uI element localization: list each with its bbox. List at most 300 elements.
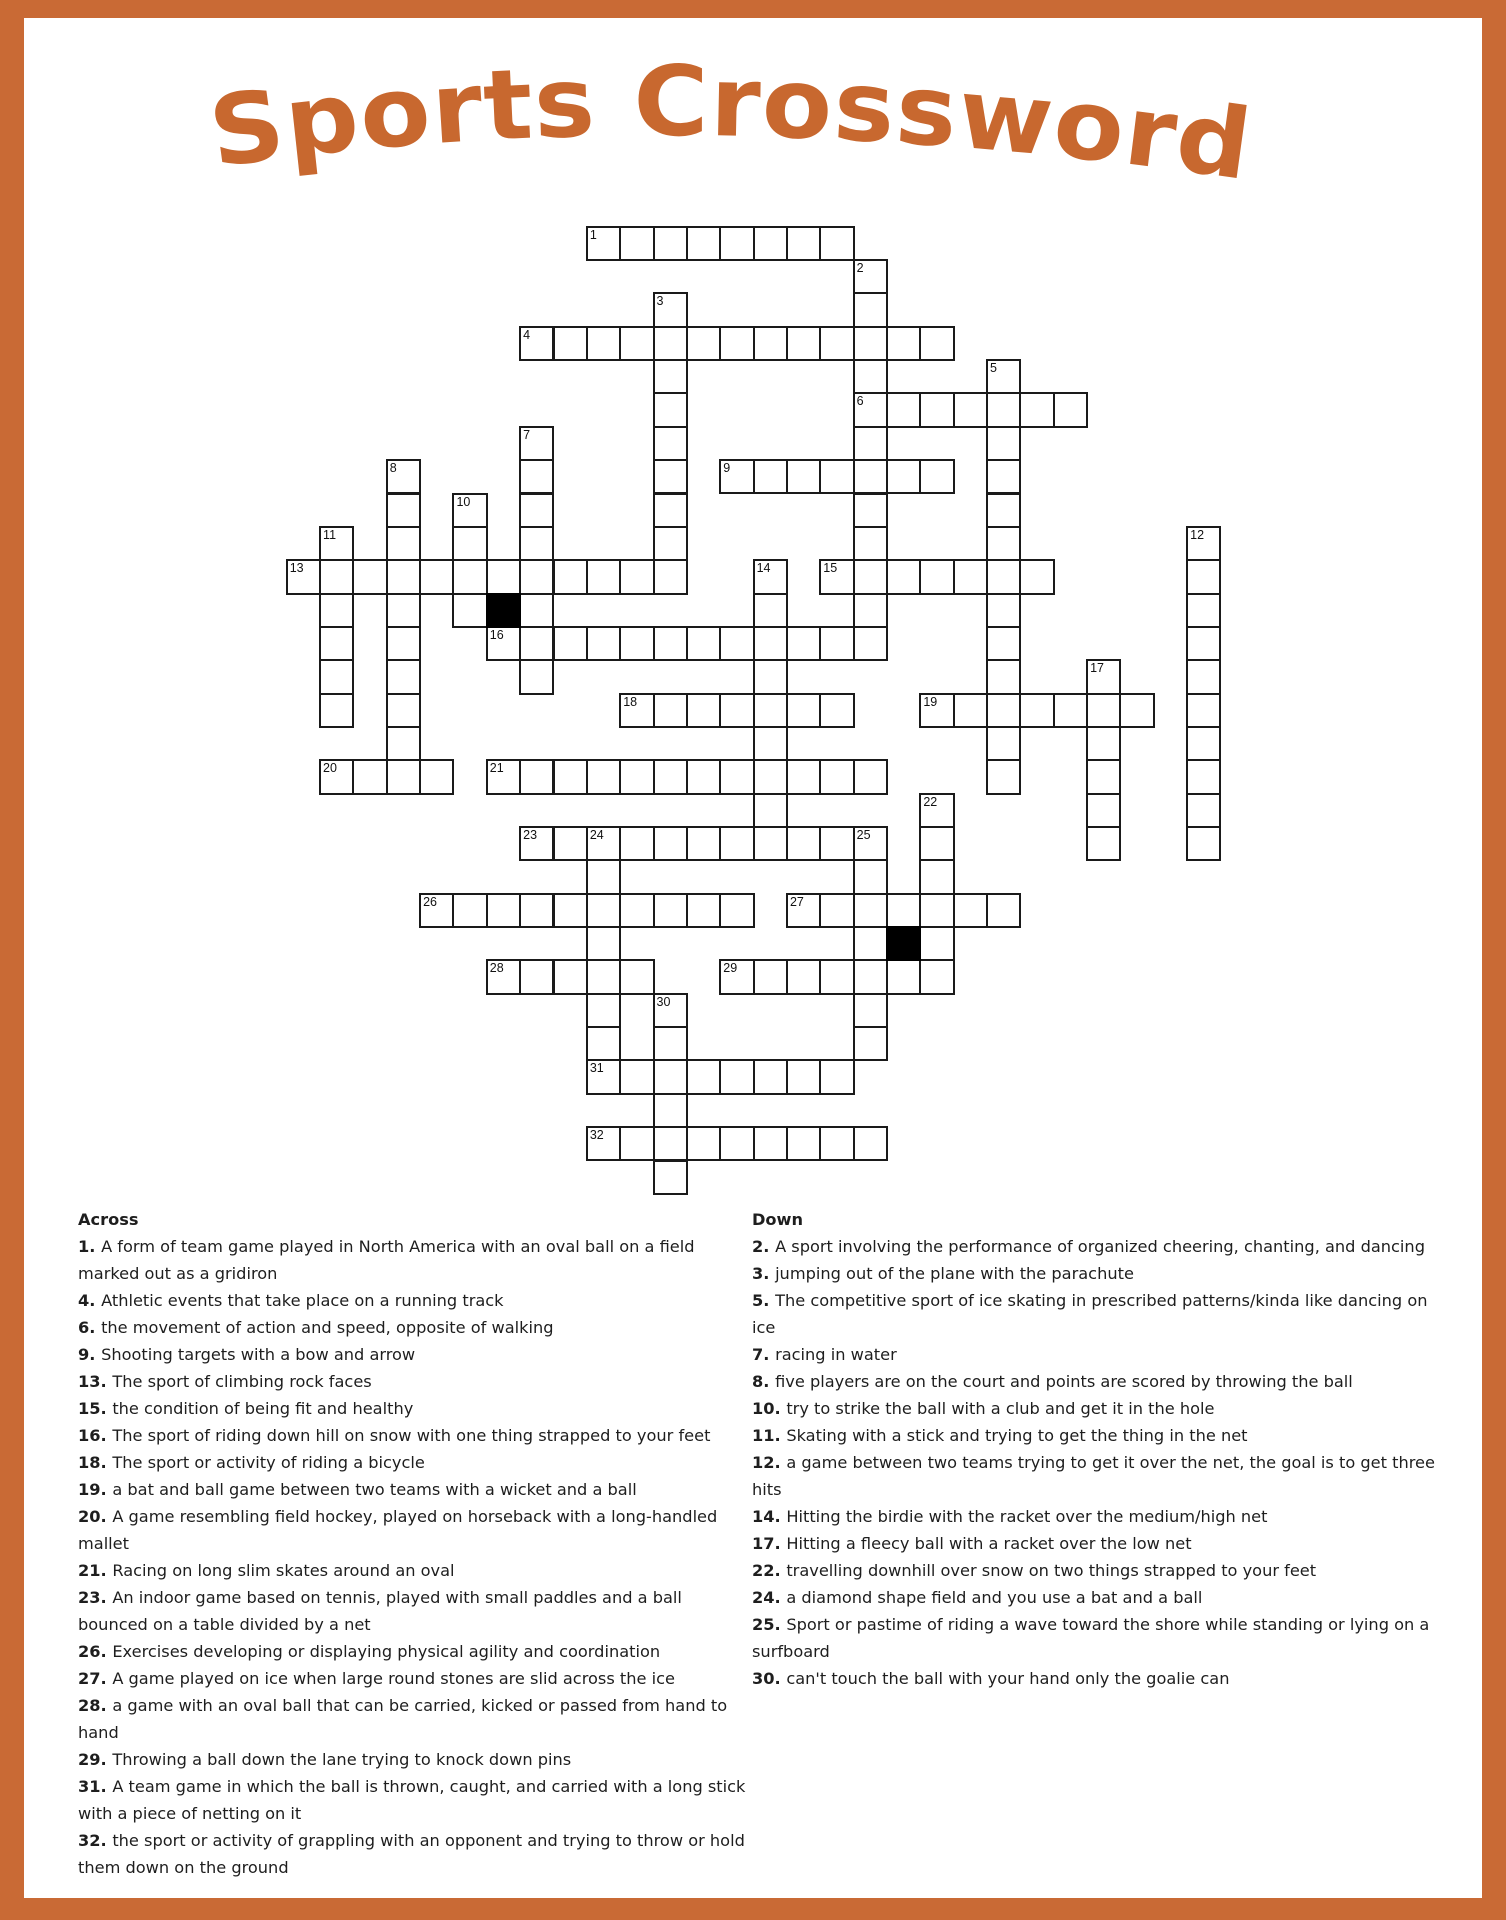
grid-cell[interactable] [686, 893, 721, 928]
grid-cell[interactable] [386, 726, 421, 761]
grid-cell[interactable] [753, 659, 788, 694]
grid-cell[interactable] [653, 826, 688, 861]
grid-cell[interactable] [719, 326, 754, 361]
grid-cell[interactable] [619, 326, 654, 361]
grid-cell[interactable] [1019, 693, 1054, 728]
cell-number: 12 [1190, 527, 1205, 542]
grid-cell[interactable] [519, 493, 554, 528]
grid-cell[interactable] [986, 893, 1021, 928]
grid-cell[interactable] [386, 626, 421, 661]
grid-cell[interactable] [1186, 526, 1221, 561]
grid-cell[interactable] [653, 1026, 688, 1061]
grid-cell[interactable] [853, 1126, 888, 1161]
grid-cell[interactable] [653, 426, 688, 461]
grid-cell[interactable] [886, 959, 921, 994]
grid-cell[interactable] [386, 526, 421, 561]
cell-number: 30 [656, 994, 671, 1009]
grid-cell[interactable] [386, 693, 421, 728]
grid-cell[interactable] [919, 326, 954, 361]
grid-cell[interactable] [853, 826, 888, 861]
grid-cell[interactable] [553, 326, 588, 361]
grid-cell[interactable] [819, 693, 854, 728]
grid-cell[interactable] [753, 226, 788, 261]
grid-cell[interactable] [786, 626, 821, 661]
grid-cell[interactable] [519, 759, 554, 794]
grid-cell[interactable] [319, 526, 354, 561]
grid-cell[interactable] [386, 659, 421, 694]
cell-number: 8 [389, 461, 397, 476]
grid-cell[interactable] [919, 559, 954, 594]
grid-cell[interactable] [786, 693, 821, 728]
grid-cell[interactable] [686, 626, 721, 661]
grid-cell[interactable] [819, 559, 854, 594]
grid-cell[interactable] [919, 859, 954, 894]
grid-cell[interactable] [919, 893, 954, 928]
grid-cell[interactable] [786, 759, 821, 794]
clue-item: 9. Shooting targets with a bow and arrow [78, 1345, 416, 1364]
grid-cell[interactable] [653, 626, 688, 661]
clue-item: 1. A form of team game played in North America with an oval ball on a field marked out as a gridiron [78, 1237, 695, 1283]
grid-cell[interactable] [986, 493, 1021, 528]
grid-cell[interactable] [853, 459, 888, 494]
grid-cell[interactable] [319, 759, 354, 794]
grid-cell[interactable] [886, 459, 921, 494]
grid-cell[interactable] [519, 626, 554, 661]
grid-cell[interactable] [1086, 759, 1121, 794]
grid-cell[interactable] [319, 659, 354, 694]
grid-cell[interactable] [519, 326, 554, 361]
cell-number: 1 [589, 227, 597, 242]
cell-number: 9 [723, 461, 731, 476]
cell-number: 18 [623, 694, 638, 709]
grid-cell[interactable] [619, 626, 654, 661]
grid-cell[interactable] [486, 959, 521, 994]
grid-cell[interactable] [1186, 726, 1221, 761]
grid-cell[interactable] [786, 226, 821, 261]
grid-cell[interactable] [1119, 693, 1154, 728]
grid-cell[interactable] [1186, 759, 1221, 794]
grid-cell[interactable] [819, 459, 854, 494]
clue-item: 3. jumping out of the plane with the parachute [752, 1264, 1134, 1283]
grid-cell[interactable] [786, 893, 821, 928]
grid-cell[interactable] [486, 759, 521, 794]
grid-cell[interactable] [919, 693, 954, 728]
grid-cell[interactable] [1019, 559, 1054, 594]
grid-cell[interactable] [719, 759, 754, 794]
grid-cell[interactable] [386, 493, 421, 528]
grid-cell[interactable] [753, 459, 788, 494]
grid-cell[interactable] [586, 759, 621, 794]
grid-cell[interactable] [819, 1126, 854, 1161]
grid-cell[interactable] [653, 359, 688, 394]
grid-cell[interactable] [853, 559, 888, 594]
cell-number: 4 [523, 327, 531, 342]
grid-cell[interactable] [853, 626, 888, 661]
grid-cell[interactable] [786, 459, 821, 494]
clue-item: 16. The sport of riding down hill on snow with one thing strapped to your feet [78, 1426, 711, 1445]
grid-cell[interactable] [486, 626, 521, 661]
grid-cell[interactable] [519, 426, 554, 461]
grid-cell[interactable] [586, 893, 621, 928]
clue-item: 30. can't touch the ball with your hand only the goalie can [752, 1669, 1230, 1688]
grid-cell[interactable] [653, 526, 688, 561]
grid-cell[interactable] [753, 759, 788, 794]
cell-number: 20 [323, 761, 337, 776]
cell-number: 16 [489, 627, 504, 642]
grid-cell[interactable] [753, 693, 788, 728]
grid-cell[interactable] [686, 759, 721, 794]
grid-cell[interactable] [519, 826, 554, 861]
clue-item: 25. Sport or pastime of riding a wave toward the shore while standing or lying on a surfboard [752, 1615, 1430, 1661]
grid-cell[interactable] [619, 226, 654, 261]
grid-cell[interactable] [719, 226, 754, 261]
grid-cell[interactable] [986, 626, 1021, 661]
grid-cell[interactable] [853, 426, 888, 461]
grid-cell[interactable] [986, 359, 1021, 394]
grid-cell[interactable] [953, 392, 988, 427]
grid-cell[interactable] [653, 493, 688, 528]
across-clues [78, 1206, 754, 1881]
grid-cell[interactable] [1086, 693, 1121, 728]
cell-number: 11 [323, 527, 337, 542]
grid-cell[interactable] [519, 459, 554, 494]
grid-cell[interactable] [753, 793, 788, 828]
grid-cell[interactable] [753, 1059, 788, 1094]
grid-cell[interactable] [352, 759, 387, 794]
grid-cell[interactable] [1086, 659, 1121, 694]
grid-cell[interactable] [519, 593, 554, 628]
grid-cell[interactable] [519, 659, 554, 694]
grid-cell[interactable] [853, 359, 888, 394]
grid-cell[interactable] [553, 759, 588, 794]
grid-cell[interactable] [686, 326, 721, 361]
grid-cell[interactable] [586, 959, 621, 994]
clue-item: 22. travelling downhill over snow on two things strapped to your feet [752, 1561, 1317, 1580]
cell-number: 22 [923, 794, 938, 809]
grid-cell[interactable] [653, 1059, 688, 1094]
grid-cell[interactable] [986, 392, 1021, 427]
grid-cell[interactable] [619, 759, 654, 794]
grid-cell[interactable] [986, 559, 1021, 594]
cell-number: 32 [589, 1128, 604, 1143]
down-clues [752, 1206, 1446, 1692]
grid-cell[interactable] [1019, 392, 1054, 427]
grid-cell[interactable] [819, 893, 854, 928]
grid-cell[interactable] [853, 526, 888, 561]
grid-cell[interactable] [819, 1059, 854, 1094]
clue-item: 10. try to strike the ball with a club and get it in the hole [752, 1399, 1215, 1418]
grid-cell[interactable] [853, 893, 888, 928]
grid-cell[interactable] [1186, 626, 1221, 661]
black-cell [486, 593, 521, 628]
clue-item: 14. Hitting the birdie with the racket over the medium/high net [752, 1507, 1268, 1526]
grid-cell[interactable] [719, 626, 754, 661]
grid-cell[interactable] [1186, 693, 1221, 728]
grid-cell[interactable] [1186, 659, 1221, 694]
clue-item: 4. Athletic events that take place on a running track [78, 1291, 504, 1310]
grid-cell[interactable] [753, 1126, 788, 1161]
grid-cell[interactable] [886, 392, 921, 427]
grid-cell[interactable] [619, 959, 654, 994]
grid-cell[interactable] [486, 559, 521, 594]
grid-cell[interactable] [986, 726, 1021, 761]
grid-cell[interactable] [519, 959, 554, 994]
grid-cell[interactable] [1053, 693, 1088, 728]
grid-cell[interactable] [319, 626, 354, 661]
grid-cell[interactable] [452, 593, 487, 628]
grid-cell[interactable] [586, 826, 621, 861]
cell-number: 31 [589, 1061, 604, 1076]
grid-cell[interactable] [853, 392, 888, 427]
grid-cell[interactable] [853, 759, 888, 794]
cell-number: 27 [789, 894, 804, 909]
clue-item: 2. A sport involving the performance of organized cheering, chanting, and dancing [752, 1237, 1425, 1256]
grid-cell[interactable] [586, 226, 621, 261]
cell-number: 28 [489, 961, 504, 976]
grid-cell[interactable] [719, 459, 754, 494]
grid-cell[interactable] [619, 893, 654, 928]
grid-cell[interactable] [986, 459, 1021, 494]
grid-cell[interactable] [986, 759, 1021, 794]
grid-cell[interactable] [653, 993, 688, 1028]
clue-item: 31. A team game in which the ball is thrown, caught, and carried with a long stick with a piece of netting on it [78, 1777, 746, 1823]
grid-cell[interactable] [786, 826, 821, 861]
grid-cell[interactable] [653, 459, 688, 494]
grid-cell[interactable] [786, 326, 821, 361]
grid-cell[interactable] [986, 693, 1021, 728]
grid-cell[interactable] [853, 493, 888, 528]
grid-cell[interactable] [686, 826, 721, 861]
grid-cell[interactable] [452, 526, 487, 561]
grid-cell[interactable] [753, 626, 788, 661]
grid-cell[interactable] [352, 559, 387, 594]
grid-cell[interactable] [586, 559, 621, 594]
clue-item: 28. a game with an oval ball that can be carried, kicked or passed from hand to hand [78, 1696, 728, 1742]
grid-cell[interactable] [786, 959, 821, 994]
grid-cell[interactable] [753, 959, 788, 994]
black-cell [886, 926, 921, 961]
grid-cell[interactable] [653, 1160, 688, 1195]
grid-cell[interactable] [853, 292, 888, 327]
grid-cell[interactable] [886, 326, 921, 361]
grid-cell[interactable] [986, 426, 1021, 461]
grid-cell[interactable] [819, 226, 854, 261]
grid-cell[interactable] [319, 593, 354, 628]
grid-cell[interactable] [653, 226, 688, 261]
grid-cell[interactable] [1086, 826, 1121, 861]
grid-cell[interactable] [819, 626, 854, 661]
grid-cell[interactable] [786, 1126, 821, 1161]
grid-cell[interactable] [386, 593, 421, 628]
grid-cell[interactable] [919, 793, 954, 828]
clue-item: 5. The competitive sport of ice skating in prescribed patterns/kinda like dancing on ice [752, 1291, 1428, 1337]
grid-cell[interactable] [586, 926, 621, 961]
clue-item: 7. racing in water [752, 1345, 897, 1364]
grid-cell[interactable] [519, 526, 554, 561]
grid-cell[interactable] [419, 759, 454, 794]
page-title: Sports Crossword [202, 44, 1255, 202]
grid-cell[interactable] [853, 326, 888, 361]
grid-cell[interactable] [1186, 826, 1221, 861]
grid-cell[interactable] [919, 459, 954, 494]
cell-number: 26 [423, 894, 437, 909]
grid-cell[interactable] [319, 693, 354, 728]
grid-cell[interactable] [886, 559, 921, 594]
grid-cell[interactable] [386, 759, 421, 794]
grid-cell[interactable] [853, 859, 888, 894]
grid-cell[interactable] [919, 959, 954, 994]
grid-cell[interactable] [719, 1059, 754, 1094]
clue-item: 11. Skating with a stick and trying to get the thing in the net [752, 1426, 1248, 1445]
grid-cell[interactable] [986, 526, 1021, 561]
grid-cell[interactable] [553, 826, 588, 861]
grid-cell[interactable] [586, 1059, 621, 1094]
grid-cell[interactable] [819, 759, 854, 794]
clue-item: 24. a diamond shape field and you use a bat and a ball [752, 1588, 1203, 1607]
grid-cell[interactable] [619, 826, 654, 861]
grid-cell[interactable] [853, 259, 888, 294]
cell-number: 19 [923, 694, 938, 709]
down-header: Down [752, 1210, 804, 1229]
grid-cell[interactable] [419, 559, 454, 594]
grid-cell[interactable] [1086, 726, 1121, 761]
grid-cell[interactable] [586, 1126, 621, 1161]
clue-item: 29. Throwing a ball down the lane trying to knock down pins [78, 1750, 572, 1769]
clue-item: 6. the movement of action and speed, opposite of walking [78, 1318, 554, 1337]
grid-cell[interactable] [986, 659, 1021, 694]
grid-cell[interactable] [753, 593, 788, 628]
grid-cell[interactable] [953, 559, 988, 594]
grid-cell[interactable] [919, 826, 954, 861]
grid-cell[interactable] [1186, 793, 1221, 828]
grid-cell[interactable] [653, 893, 688, 928]
grid-cell[interactable] [819, 959, 854, 994]
grid-cell[interactable] [519, 893, 554, 928]
clue-item: 27. A game played on ice when large round stones are slid across the ice [78, 1669, 675, 1688]
grid-cell[interactable] [386, 559, 421, 594]
clue-item: 21. Racing on long slim skates around an oval [78, 1561, 455, 1580]
cell-number: 23 [523, 828, 538, 842]
grid-cell[interactable] [553, 626, 588, 661]
grid-cell[interactable] [919, 392, 954, 427]
clue-item: 32. the sport or activity of grappling with an opponent and trying to throw or hold them down on the ground [78, 1831, 745, 1877]
clue-item: 18. The sport or activity of riding a bicycle [78, 1453, 425, 1472]
grid-cell[interactable] [586, 993, 621, 1028]
clue-item: 15. the condition of being fit and healthy [78, 1399, 414, 1418]
grid-cell[interactable] [286, 559, 321, 594]
grid-cell[interactable] [519, 559, 554, 594]
grid-cell[interactable] [452, 493, 487, 528]
grid-cell[interactable] [653, 292, 688, 327]
cell-number: 6 [856, 394, 864, 409]
grid-cell[interactable] [686, 1126, 721, 1161]
grid-cell[interactable] [819, 826, 854, 861]
clue-item: 20. A game resembling field hockey, played on horseback with a long-handled mallet [78, 1507, 718, 1553]
grid-cell[interactable] [986, 593, 1021, 628]
grid-cell[interactable] [553, 893, 588, 928]
grid-cell[interactable] [619, 1126, 654, 1161]
cell-number: 5 [990, 361, 997, 376]
grid-cell[interactable] [653, 759, 688, 794]
cell-number: 7 [523, 427, 531, 442]
cell-number: 29 [723, 961, 738, 976]
grid-cell[interactable] [753, 559, 788, 594]
grid-cell[interactable] [586, 626, 621, 661]
grid-cell[interactable] [953, 893, 988, 928]
grid-cell[interactable] [553, 959, 588, 994]
clue-item: 13. The sport of climbing rock faces [78, 1372, 372, 1391]
grid-cell[interactable] [719, 693, 754, 728]
grid-cell[interactable] [719, 1126, 754, 1161]
title-banner [165, 45, 1305, 220]
grid-cell[interactable] [619, 1059, 654, 1094]
grid-cell[interactable] [586, 1026, 621, 1061]
grid-cell[interactable] [919, 926, 954, 961]
grid-cell[interactable] [1053, 392, 1088, 427]
grid-cell[interactable] [586, 326, 621, 361]
grid-cell[interactable] [1086, 793, 1121, 828]
grid-cell[interactable] [719, 959, 754, 994]
grid-cell[interactable] [753, 726, 788, 761]
grid-cell[interactable] [686, 226, 721, 261]
grid-cell[interactable] [853, 926, 888, 961]
grid-cell[interactable] [419, 893, 454, 928]
grid-cell[interactable] [619, 693, 654, 728]
grid-cell[interactable] [719, 826, 754, 861]
grid-cell[interactable] [653, 1093, 688, 1128]
grid-cell[interactable] [853, 993, 888, 1028]
grid-cell[interactable] [486, 893, 521, 928]
grid-cell[interactable] [686, 1059, 721, 1094]
grid-cell[interactable] [452, 893, 487, 928]
grid-cell[interactable] [586, 859, 621, 894]
grid-cell[interactable] [753, 326, 788, 361]
grid-cell[interactable] [953, 693, 988, 728]
grid-cell[interactable] [1186, 559, 1221, 594]
grid-cell[interactable] [853, 1026, 888, 1061]
grid-cell[interactable] [452, 559, 487, 594]
grid-cell[interactable] [653, 1126, 688, 1161]
clue-item: 17. Hitting a fleecy ball with a racket over the low net [752, 1534, 1192, 1553]
clue-item: 26. Exercises developing or displaying physical agility and coordination [78, 1642, 661, 1661]
cell-number: 13 [289, 561, 304, 576]
grid-cell[interactable] [319, 559, 354, 594]
grid-cell[interactable] [819, 326, 854, 361]
grid-cell[interactable] [753, 826, 788, 861]
grid-cell[interactable] [719, 893, 754, 928]
cell-number: 3 [656, 294, 664, 309]
across-header: Across [78, 1210, 139, 1229]
cell-number: 21 [489, 761, 504, 776]
grid-cell[interactable] [619, 559, 654, 594]
grid-cell[interactable] [886, 893, 921, 928]
grid-cell[interactable] [553, 559, 588, 594]
cell-number: 10 [456, 494, 471, 509]
grid-cell[interactable] [653, 693, 688, 728]
cell-number: 14 [756, 561, 771, 576]
grid-cell[interactable] [786, 1059, 821, 1094]
grid-cell[interactable] [1186, 593, 1221, 628]
cell-number: 17 [1090, 661, 1104, 676]
grid-cell[interactable] [386, 459, 421, 494]
grid-cell[interactable] [853, 593, 888, 628]
grid-cell[interactable] [686, 693, 721, 728]
grid-cell[interactable] [853, 959, 888, 994]
grid-cell[interactable] [653, 559, 688, 594]
grid-cell[interactable] [653, 392, 688, 427]
grid-cell[interactable] [653, 326, 688, 361]
cell-number: 24 [589, 828, 604, 842]
